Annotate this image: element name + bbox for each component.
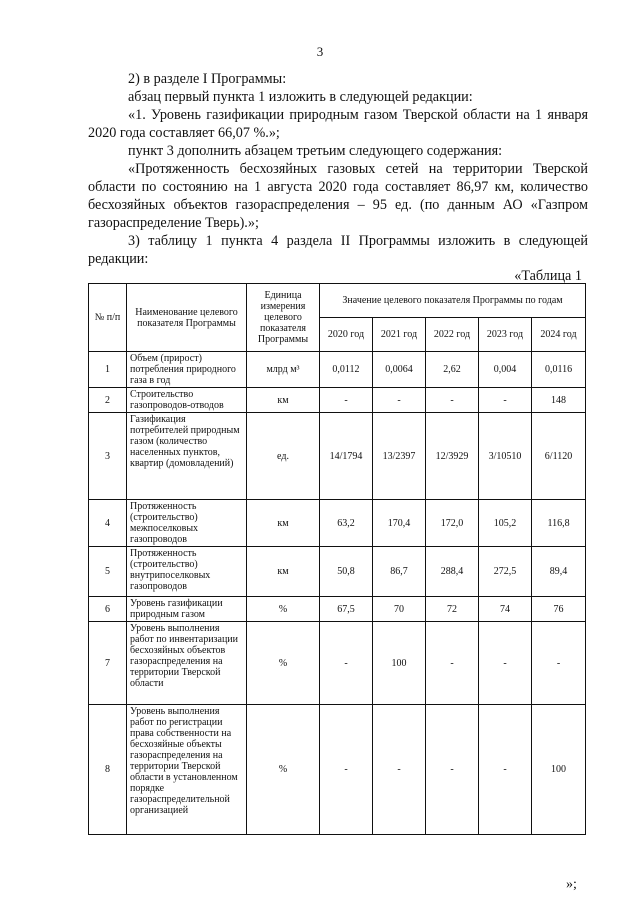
paragraph-first-abzac: абзац первый пункта 1 изложить в следующей редакции: <box>128 89 473 105</box>
value-cell: 72 <box>426 597 479 622</box>
value-cell: - <box>320 388 373 413</box>
value-cell: - <box>426 705 479 835</box>
value-cell: 148 <box>532 388 586 413</box>
value-cell: 105,2 <box>479 500 532 547</box>
value-cell: 0,0064 <box>373 352 426 388</box>
value-cell: 172,0 <box>426 500 479 547</box>
indicator-name: Протяженность (строительство) межпоселковых газопроводов <box>127 500 247 547</box>
value-cell: 50,8 <box>320 547 373 597</box>
value-cell: 288,4 <box>426 547 479 597</box>
closing-quote: »; <box>566 877 577 892</box>
unit-cell: % <box>247 622 320 705</box>
paragraph-table-1: 3) таблицу 1 пункта 4 раздела II Программы изложить в следующей редакции: <box>88 233 588 267</box>
value-cell: 0,0116 <box>532 352 586 388</box>
paragraph-gasification-level: «1. Уровень газификации природным газом Тверской области на 1 января 2020 года составляет 66,07 %.»; <box>88 107 588 141</box>
indicator-name: Строительство газопроводов-отводов <box>127 388 247 413</box>
row-number: 1 <box>89 352 127 388</box>
table-row <box>89 388 586 413</box>
indicator-name: Газификация потребителей природным газом (количество населенных пунктов, квартир (домовладений) <box>127 413 247 500</box>
unit-cell: % <box>247 705 320 835</box>
header-year: 2024 год <box>532 318 586 352</box>
unit-cell: км <box>247 500 320 547</box>
table-row <box>89 352 586 388</box>
value-cell: - <box>426 388 479 413</box>
value-cell: 89,4 <box>532 547 586 597</box>
header-year: 2023 год <box>479 318 532 352</box>
table-row <box>89 622 586 705</box>
value-cell: 100 <box>373 622 426 705</box>
value-cell: - <box>532 622 586 705</box>
value-cell: 63,2 <box>320 500 373 547</box>
value-cell: 76 <box>532 597 586 622</box>
value-cell: 74 <box>479 597 532 622</box>
value-cell: 2,62 <box>426 352 479 388</box>
value-cell: - <box>479 388 532 413</box>
row-number: 5 <box>89 547 127 597</box>
indicator-name: Уровень выполнения работ по регистрации права собственности на бесхозяйные объекты газораспределения на территории Тверской области в установленном порядке газораспределительной организацией <box>127 705 247 835</box>
paragraph-item-3: пункт 3 дополнить абзацем третьим следующего содержания: <box>128 143 503 159</box>
unit-cell: % <box>247 597 320 622</box>
table-row <box>89 705 586 835</box>
unit-cell: км <box>247 388 320 413</box>
indicator-name: Протяженность (строительство) внутрипоселковых газопроводов <box>127 547 247 597</box>
value-cell: - <box>320 622 373 705</box>
indicator-name: Уровень газификации природным газом <box>127 597 247 622</box>
unit-cell: млрд м³ <box>247 352 320 388</box>
target-indicators-table <box>88 283 586 835</box>
value-cell: 13/2397 <box>373 413 426 500</box>
row-number: 3 <box>89 413 127 500</box>
row-number: 4 <box>89 500 127 547</box>
value-cell: 12/3929 <box>426 413 479 500</box>
unit-cell: км <box>247 547 320 597</box>
table-row <box>89 413 586 500</box>
value-cell: - <box>320 705 373 835</box>
header-number: № п/п <box>89 284 127 352</box>
paragraph-ownerless-networks: «Протяженность бесхозяйных газовых сетей на территории Тверской области по состоянию на 1 августа 2020 года составляет 86,97 км, количество бесхозяйных объектов газораспределения – 95 ед. (по данным АО «Газпром газораспределение Тверь).»; <box>88 161 588 231</box>
header-year: 2022 год <box>426 318 479 352</box>
value-cell: 14/1794 <box>320 413 373 500</box>
row-number: 6 <box>89 597 127 622</box>
value-cell: - <box>426 622 479 705</box>
value-cell: - <box>373 388 426 413</box>
value-cell: 70 <box>373 597 426 622</box>
header-unit: Единица измерения целевого показателя Программы <box>247 284 320 352</box>
value-cell: 3/10510 <box>479 413 532 500</box>
value-cell: 116,8 <box>532 500 586 547</box>
paragraph-section-1: 2) в разделе I Программы: <box>128 71 287 87</box>
table-row <box>89 547 586 597</box>
table-row <box>89 597 586 622</box>
value-cell: - <box>479 705 532 835</box>
table-caption: «Таблица 1 <box>514 268 582 284</box>
value-cell: - <box>373 705 426 835</box>
value-cell: 6/1120 <box>532 413 586 500</box>
value-cell: 0,004 <box>479 352 532 388</box>
amendment-text <box>88 70 588 268</box>
row-number: 2 <box>89 388 127 413</box>
table-row <box>89 500 586 547</box>
row-number: 7 <box>89 622 127 705</box>
value-cell: 67,5 <box>320 597 373 622</box>
value-cell: 170,4 <box>373 500 426 547</box>
value-cell: 86,7 <box>373 547 426 597</box>
value-cell: 0,0112 <box>320 352 373 388</box>
page-number: 3 <box>316 44 324 59</box>
header-indicator-name: Наименование целевого показателя Программы <box>127 284 247 352</box>
header-values-by-year: Значение целевого показателя Программы по годам <box>320 284 586 318</box>
indicator-name: Объем (прирост) потребления природного газа в год <box>127 352 247 388</box>
unit-cell: ед. <box>247 413 320 500</box>
indicator-name: Уровень выполнения работ по инвентаризации бесхозяйных объектов газораспределения на территории Тверской области <box>127 622 247 705</box>
value-cell: - <box>479 622 532 705</box>
value-cell: 100 <box>532 705 586 835</box>
header-year: 2020 год <box>320 318 373 352</box>
row-number: 8 <box>89 705 127 835</box>
header-year: 2021 год <box>373 318 426 352</box>
value-cell: 272,5 <box>479 547 532 597</box>
